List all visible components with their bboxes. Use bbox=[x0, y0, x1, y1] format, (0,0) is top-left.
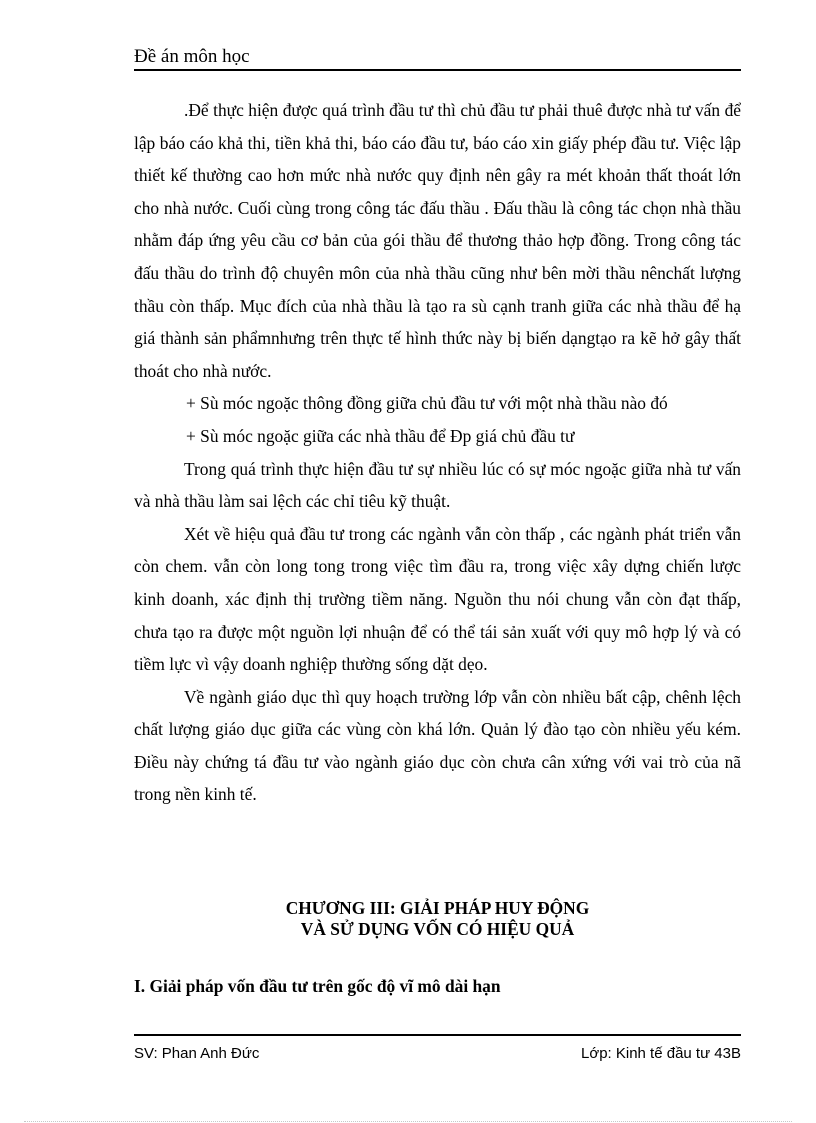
paragraph-2: Trong quá trình thực hiện đầu tư sự nhiều lúc có sự móc ngoặc giữa nhà tư vấn và nhà thầu làm sai lệch các chỉ tiêu kỹ thuật. bbox=[134, 458, 741, 512]
page-footer bbox=[134, 1043, 741, 1065]
footer-class: Lớp: Kinh tế đầu tư 43B bbox=[581, 1045, 741, 1062]
paragraph-3: Xét về hiệu quả đầu tư trong các ngành vẫn còn thấp , các ngành phát triển vẫn còn chem. vẫn còn long tong trong việc tìm đầu ra, trong việc xây dựng chiến lược kinh doanh, xác định thị trường tiềm năng. Nguồn thu nói chung vẫn còn đạt thấp, chưa tạo ra được một nguồn lợi nhuận để có thể tái sản xuất với quy mô hợp lý và có tiềm lực vì vậy doanh nghiệp thường sống dặt dẹo. bbox=[134, 523, 741, 675]
chapter-heading-line-1: CHƯƠNG III: GIẢI PHÁP HUY ĐỘNG bbox=[285, 898, 590, 918]
footer-student: SV: Phan Anh Đức bbox=[134, 1045, 260, 1062]
footer-divider bbox=[134, 1034, 741, 1036]
paragraph-1: .Để thực hiện được quá trình đầu tư thì chủ đầu tư phải thuê được nhà tư vấn để lập báo cáo khả thi, tiền khả thi, báo cáo đầu tư, báo cáo xin giấy phép đầu tư. Việc lập thiết kế thường cao hơn mức nhà nước quy định nên gây ra mét khoản thất thoát lớn cho nhà nước. Cuối cùng trong công tác đấu thầu . Đấu thầu là công tác chọn nhà thầu nhằm đáp ứng yêu cầu cơ bản của gói thầu để thương thảo hợp đồng. Trong công tác đấu thầu do trình độ chuyên môn của nhà thầu cũng như bên mời thầu nênchất lượng thầu còn thấp. Mục đích của nhà thầu là tạo ra sù cạnh tranh giữa các nhà thầu để hạ giá thành sản phẩmnhưng trên thực tế hình thức này bị biến dạngtạo ra kẽ hở gây thất thoát cho nhà nước. bbox=[134, 100, 741, 381]
chapter-heading-line-2: VÀ SỬ DỤNG VỐN CÓ HIỆU QUẢ bbox=[300, 919, 575, 939]
document-body bbox=[134, 94, 741, 811]
bullet-item-2: + Sù móc ngoặc giữa các nhà thầu để Đp giá chủ đầu tư bbox=[186, 425, 575, 446]
bullet-item-1: + Sù móc ngoặc thông đồng giữa chủ đầu tư với một nhà thầu nào đó bbox=[186, 393, 668, 414]
header-divider bbox=[134, 69, 741, 71]
page-bottom-edge bbox=[24, 1121, 792, 1122]
paragraph-4: Về ngành giáo dục thì quy hoạch trường lớp vẫn còn nhiều bất cập, chênh lệch chất lượng giáo dục giữa các vùng còn khá lớn. Quản lý đào tạo còn nhiều yếu kém. Điều này chứng tá đầu tư vào ngành giáo dục còn chưa cân xứng với vai trò của nã trong nền kinh tế. bbox=[134, 686, 741, 805]
section-heading: I. Giải pháp vốn đầu tư trên gốc độ vĩ mô dài hạn bbox=[134, 976, 501, 996]
chapter-heading bbox=[134, 898, 741, 940]
page-header-title: Đề án môn học bbox=[134, 46, 250, 67]
